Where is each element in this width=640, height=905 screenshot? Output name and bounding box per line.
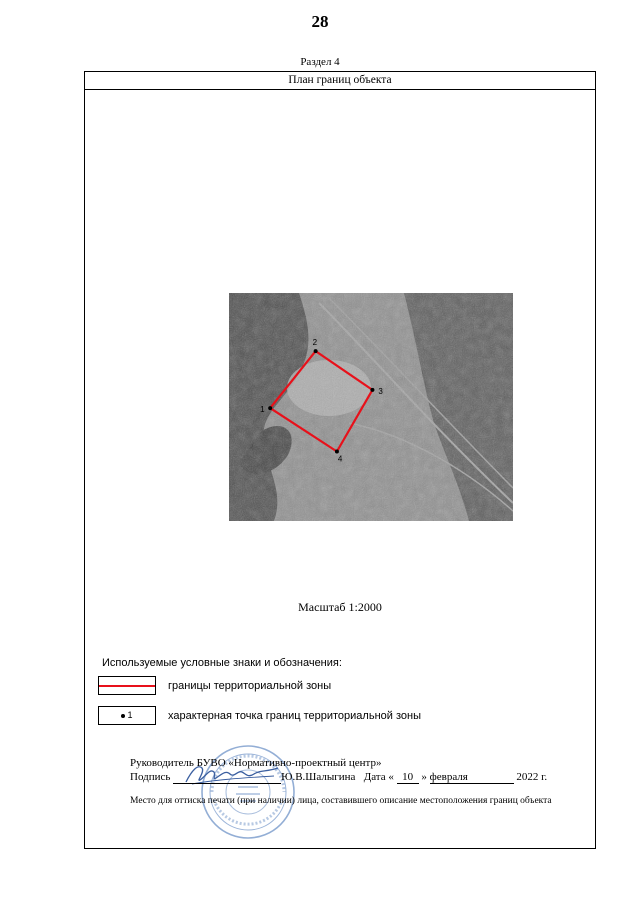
date-year: 2022 г. — [516, 771, 548, 783]
legend-point-label: характерная точка границ территориальной зоны — [168, 710, 421, 722]
boundary-point-1 — [268, 406, 272, 410]
signature-row — [130, 771, 547, 784]
legend-title: Используемые условные знаки и обозначения: — [102, 657, 342, 669]
date-label: Дата « — [363, 771, 394, 783]
seal-note: Место для оттиска печати (при наличии) лица, составившего описание местоположения границ объекта — [130, 796, 552, 806]
legend-point-number: 1 — [127, 710, 133, 720]
legend-boundary-label: границы территориальной зоны — [168, 680, 332, 692]
scale-text: Масштаб 1:2000 — [298, 600, 382, 614]
legend-boundary-symbol — [98, 676, 156, 695]
legend-point-dot — [121, 714, 125, 718]
date-day: 10 — [397, 771, 419, 784]
boundary-point-label-3: 3 — [378, 386, 383, 396]
legend-point-symbol — [98, 706, 156, 725]
section-label: Раздел 4 — [300, 56, 340, 68]
aerial-map — [229, 293, 513, 521]
date-month: февраля — [430, 771, 514, 784]
boundary-point-3 — [370, 388, 374, 392]
head-line: Руководитель БУВО «Нормативно-проектный центр» — [130, 757, 382, 769]
page-number: 28 — [311, 12, 329, 31]
plan-title: План границ объекта — [84, 71, 596, 90]
aerial-map-svg — [229, 293, 513, 521]
boundary-point-4 — [335, 449, 339, 453]
signature-line — [173, 771, 281, 784]
signer-name: Ю.В.Шалыгина — [281, 771, 356, 783]
boundary-point-2 — [314, 349, 318, 353]
sign-label: Подпись — [130, 771, 171, 783]
boundary-point-label-2: 2 — [312, 338, 318, 348]
date-mid: » — [421, 771, 427, 783]
legend-red-line — [99, 685, 155, 687]
boundary-point-label-4: 4 — [337, 454, 343, 464]
boundary-point-label-1: 1 — [260, 405, 265, 415]
